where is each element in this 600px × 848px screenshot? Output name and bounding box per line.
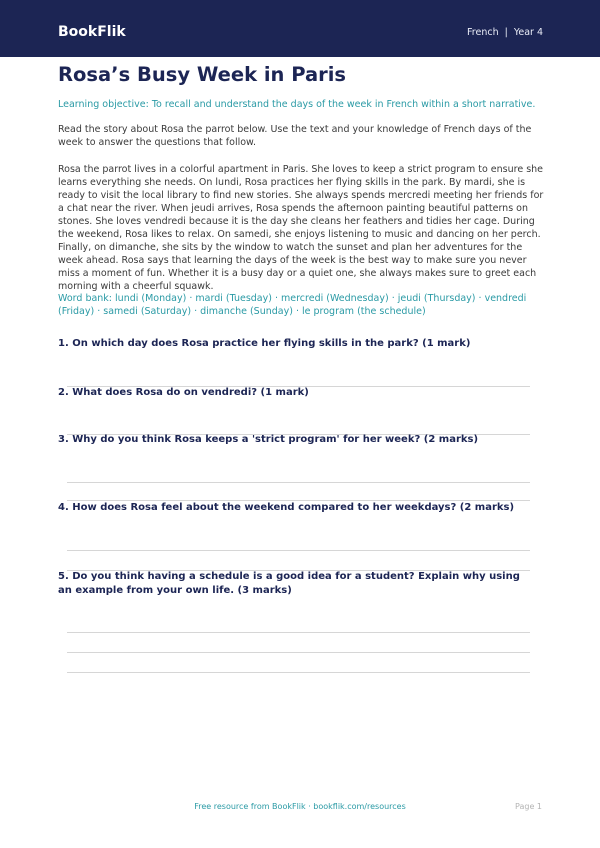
instructions: Read the story about Rosa the parrot below. Use the text and your knowledge of French days of the week to answer the questions that follow. (58, 124, 532, 148)
question-5: 5. Do you think having a schedule is a good idea for a student? Explain why using an example from your own life. (3 marks) (58, 571, 520, 596)
answer-line[interactable] (67, 672, 530, 673)
subject-label: French (467, 27, 499, 38)
brand-logo: BookFlik (58, 24, 126, 40)
year-label: Year 4 (513, 27, 543, 38)
subject-year-label (467, 27, 543, 39)
header-bar (0, 0, 600, 57)
question-1: 1. On which day does Rosa practice her flying skills in the park? (1 mark) (58, 338, 471, 349)
worksheet-title: Rosa’s Busy Week in Paris (58, 63, 347, 86)
subject-separator: | (504, 27, 508, 38)
question-3: 3. Why do you think Rosa keeps a 'strict program' for her week? (2 marks) (58, 434, 479, 445)
footer-credit: Free resource from BookFlik · bookflik.com/resources (194, 802, 406, 811)
story-passage: Rosa the parrot lives in a colorful apartment in Paris. She loves to keep a strict program to ensure she learns everything she needs. On lundi, Rosa practices her flying skills in the park. By mardi, she is ready to visit the local library to find new stories. She always spends mercredi meeting her friends for a chat near the river. When jeudi arrives, Rosa spends the afternoon painting beautiful patterns on stones. She loves vendredi because it is the day she cleans her feathers and tidies her cage. During the weekend, Rosa likes to relax. On samedi, she enjoys listening to music and dancing on her perch. Finally, on dimanche, she sits by the window to watch the sunset and plan her adventures for the week ahead. Rosa says that learning the days of the week is the best way to make sure you never miss a moment of fun. Whether it is a busy day or a quiet one, she always makes sure to greet each morning with a cheerful squawk. (58, 164, 544, 292)
learning-objective: Learning objective: To recall and understand the days of the week in French within a short narrative. (58, 99, 536, 110)
answer-line[interactable] (67, 482, 530, 483)
question-2: 2. What does Rosa do on vendredi? (1 mark) (58, 387, 309, 398)
answer-line[interactable] (67, 632, 530, 633)
word-bank: Word bank: lundi (Monday) · mardi (Tuesday) · mercredi (Wednesday) · jeudi (Thursday) · vendredi (Friday) · samedi (Saturday) · dimanche (Sunday) · le program (the schedule) (58, 293, 527, 317)
page-number: Page 1 (515, 802, 542, 811)
answer-line[interactable] (67, 550, 530, 551)
answer-line[interactable] (67, 652, 530, 653)
question-4: 4. How does Rosa feel about the weekend compared to her weekdays? (2 marks) (58, 502, 515, 513)
